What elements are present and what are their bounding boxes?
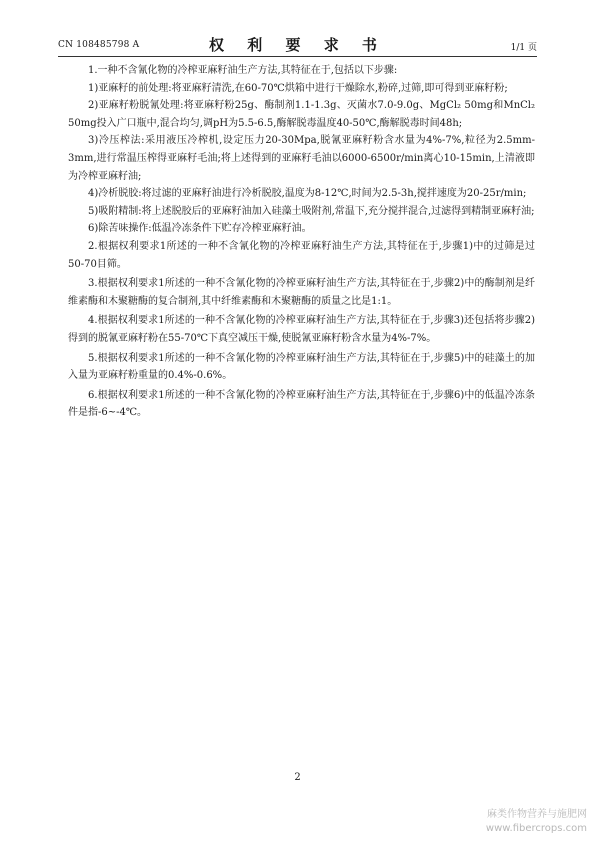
- watermark: [486, 808, 587, 836]
- watermark-url: www.fibercrops.com: [485, 823, 587, 834]
- page-header: [0, 0, 595, 60]
- claim-1-step-3: 3)冷压榨法:采用液压冷榨机,设定压力20-30Mpa,脱氰亚麻籽粉含水量为4%-7%,粒径为2.5mm-3mm,进行常温压榨得亚麻籽毛油;将上述得到的亚麻籽毛油以6000-6500r/min离心10-15min,上清液即为冷榨亚麻籽油;: [68, 135, 535, 182]
- claims-body: [68, 62, 535, 422]
- claim-1-step-1: 1)亚麻籽的前处理:将亚麻籽清洗,在60-70℃烘箱中进行干燥除水,粉碎,过筛,即可得到亚麻籽粉;: [88, 82, 508, 94]
- claim-2: 2.根据权利要求1所述的一种不含氰化物的冷榨亚麻籽油生产方法,其特征在于,步骤1)中的过筛是过50-70目筛。: [68, 240, 535, 270]
- claim-4: 4.根据权利要求1所述的一种不含氰化物的冷榨亚麻籽油生产方法,其特征在于,步骤3)还包括将步骤2)得到的脱氰亚麻籽粉在55-70℃下真空减压干燥,使脱氰亚麻籽粉含水量为4%-7%。: [68, 315, 535, 344]
- claim-1-step-6: 6)除苦味操作:低温冷冻条件下贮存冷榨亚麻籽油。: [88, 223, 312, 235]
- page-indicator: 1/1 页: [510, 43, 537, 53]
- header-divider: [58, 56, 537, 57]
- claim-1-step-2: 2)亚麻籽粉脱氰处理:将亚麻籽粉25g、酶制剂1.1-1.3g、灭菌水7.0-9.0g、MgCl₂ 50mg和MnCl₂ 50mg投入广口瓶中,混合均匀,调pH为5.5-6.5,酶解脱毒温度40-50℃,酶解脱毒时间48h;: [68, 100, 535, 129]
- document-title: 权 利 要 求 书: [209, 36, 386, 54]
- claim-1-step-5: 5)吸附精制:将上述脱胶后的亚麻籽油加入硅藻土吸附剂,常温下,充分搅拌混合,过滤得到精制亚麻籽油;: [88, 205, 535, 217]
- patent-number: CN 108485798 A: [58, 40, 140, 50]
- claim-3: 3.根据权利要求1所述的一种不含氰化物的冷榨亚麻籽油生产方法,其特征在于,步骤2)中的酶制剂是纤维素酶和木聚糖酶的复合制剂,其中纤维素酶和木聚糖酶的质量之比是1:1。: [68, 278, 535, 307]
- claim-1-intro: 1.一种不含氰化物的冷榨亚麻籽油生产方法,其特征在于,包括以下步骤:: [88, 65, 398, 76]
- claim-1: [68, 62, 535, 238]
- claim-5: 5.根据权利要求1所述的一种不含氰化物的冷榨亚麻籽油生产方法,其特征在于,步骤5)中的硅藻土的加入量为亚麻籽粉重量的0.4%-0.6%。: [68, 352, 535, 382]
- claim-1-step-4: 4)冷析脱胶:将过滤的亚麻籽油进行冷析脱胶,温度为8-12℃,时间为2.5-3h,搅拌速度为20-25r/min;: [88, 188, 527, 200]
- watermark-site-name: 麻类作物营养与施肥网: [487, 809, 587, 820]
- claim-6: 6.根据权利要求1所述的一种不含氰化物的冷榨亚麻籽油生产方法,其特征在于,步骤6)中的低温冷冻条件是指-6~-4℃。: [68, 389, 535, 419]
- page-number: 2: [294, 772, 301, 783]
